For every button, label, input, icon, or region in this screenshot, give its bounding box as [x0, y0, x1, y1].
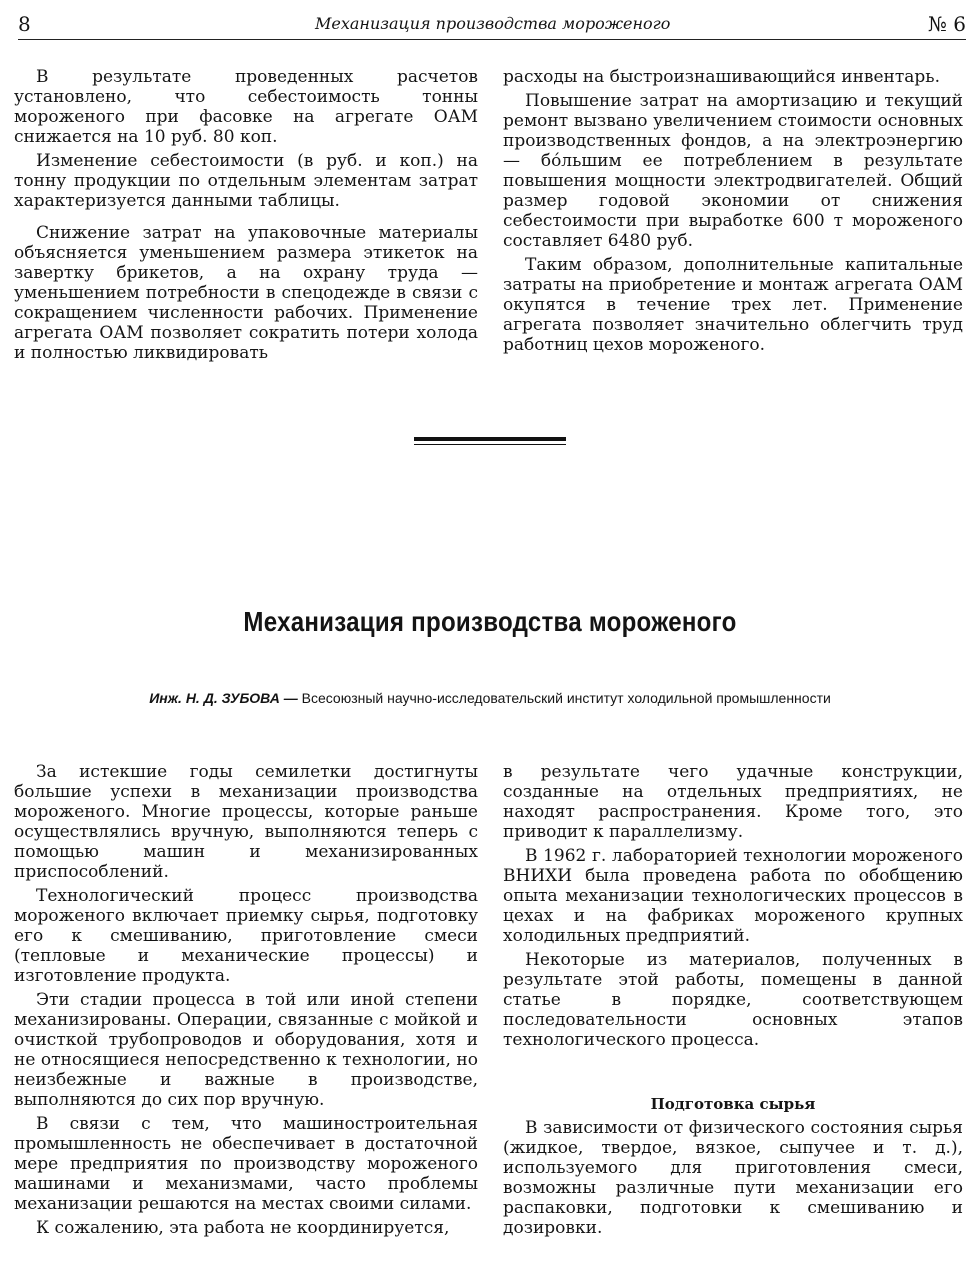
paragraph: В 1962 г. лабораторией технологии мороженого ВНИХИ была проведена работа по обобщению опыта механизации технологических процессов в цехах и на фабриках мороженого крупных холодильных предприятий.: [503, 846, 963, 946]
section-subheading: Подготовка сырья: [650, 1095, 816, 1113]
article-title: Механизация производства мороженого: [243, 606, 737, 637]
paragraph: Технологический процесс производства мороженого включает приемку сырья, подготовку его к смешиванию, приготовление смеси (тепловые и механические процессы) и изготовление продукта.: [14, 886, 478, 986]
paragraph: В результате проведенных расчетов установлено, что себестоимость тонны мороженого при фасовке на агрегате ОАМ снижается на 10 руб. 80 коп.: [14, 67, 478, 147]
author-affiliation: Всесоюзный научно-исследовательский институт холодильной промышленности: [301, 690, 831, 706]
paragraph: К сожалению, эта работа не координируется,: [36, 1218, 450, 1238]
page-header: [18, 12, 966, 40]
top-right-column: [503, 67, 963, 359]
issue-number: № 6: [927, 12, 966, 36]
paragraph: Изменение себестоимости (в руб. и коп.) на тонну продукции по отдельным элементам затрат характеризуется данными таблицы.: [14, 151, 478, 211]
paragraph: В зависимости от физического состояния сырья (жидкое, твердое, вязкое, сыпучее и т. д.), используемого для приготовления смеси, возможны различные пути механизации его распаковки, подготовки к смешиванию и дозировки.: [503, 1118, 963, 1238]
paragraph-continuation: расходы на быстроизнашивающийся инвентарь.: [503, 67, 940, 87]
running-title: Механизация производства мороженого: [315, 14, 671, 33]
paragraph: Снижение затрат на упаковочные материалы объясняется уменьшением размера этикеток на завертку брикетов, а на охрану труда — уменьшением потребности в спецодежде в связи с сокращением численности рабочих. Применение агрегата ОАМ позволяет сократить потери холода и полностью ликвидировать: [14, 223, 478, 363]
paragraph: Повышение затрат на амортизацию и текущий ремонт вызвано увеличением стоимости основных производственных фондов, а на электроэнергию — бо́льшим ее потреблением в результате повышения мощности электродвигателей. Общий размер годовой экономии от снижения себестоимости при выработке 600 т мороженого составляет 6480 руб.: [503, 91, 963, 251]
paragraph: За истекшие годы семилетки достигнуты большие успехи в механизации производства мороженого. Многие процессы, которые раньше осуществлялись вручную, выполняются теперь с помощью машин и механизированных приспособлений.: [14, 762, 478, 882]
divider-thin-rule: [414, 444, 566, 445]
top-left-column: [14, 67, 478, 367]
article-right-column: [503, 762, 963, 1242]
paragraph: Эти стадии процесса в той или иной степени механизированы. Операции, связанные с мойкой и очисткой трубопроводов и оборудования, хотя и не относящиеся непосредственно к технологии, но неизбежные и важные в производстве, выполняются до сих пор вручную.: [14, 990, 478, 1110]
divider-thick-rule: [414, 437, 566, 441]
byline: [0, 690, 980, 706]
section-divider: [414, 437, 566, 445]
paragraph: В связи с тем, что машиностроительная промышленность не обеспечивает в достаточной мере предприятия по производству мороженого машинами и механизмами, часто проблемы механизации решаются на местах своими силами.: [14, 1114, 478, 1214]
author-name: Инж. Н. Д. ЗУБОВА —: [149, 690, 298, 706]
paragraph: Таким образом, дополнительные капитальные затраты на приобретение и монтаж агрегата ОАМ окупятся в течение трех лет. Применение агрегата позволяет значительно облегчить труд работниц цехов мороженого.: [503, 255, 963, 355]
paragraph-continuation: в результате чего удачные конструкции, созданные на отдельных предприятиях, не находят распространения. Кроме того, это приводит к параллелизму.: [503, 762, 963, 842]
paragraph: Некоторые из материалов, полученных в результате этой работы, помещены в данной статье в порядке, соответствующем последовательности основных этапов технологического процесса.: [503, 950, 963, 1050]
page-number: 8: [18, 12, 31, 36]
article-left-column: [14, 762, 478, 1242]
